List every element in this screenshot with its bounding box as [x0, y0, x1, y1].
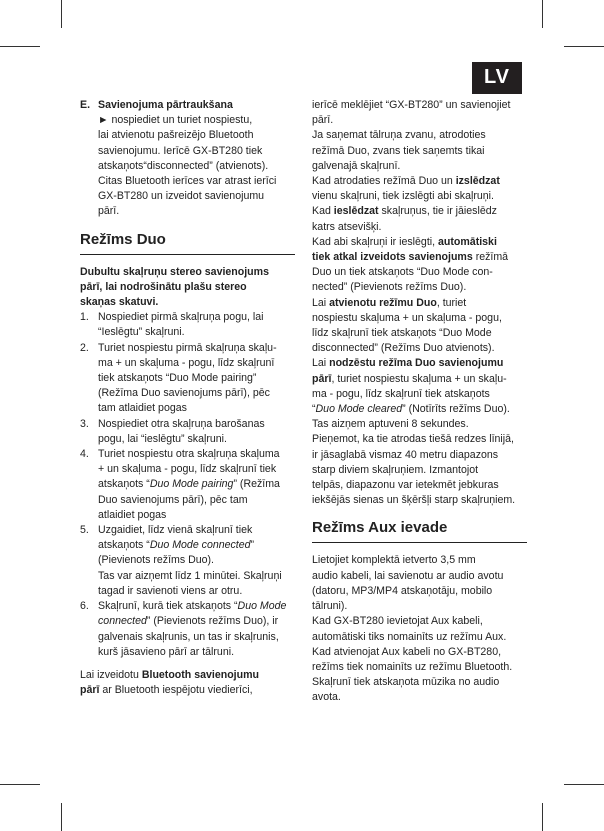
section-e-line: lai atvienotu pašreizējo Bluetooth	[98, 129, 254, 142]
crop-mark-bl-v	[61, 803, 62, 831]
duo-intro	[80, 265, 295, 311]
left-column	[80, 98, 295, 698]
section-e-line: Citas Bluetooth ierīces var atrast ierīci	[98, 175, 277, 188]
section-e-title: Savienojuma pārtraukšana	[98, 99, 233, 111]
crop-mark-bl-h	[0, 784, 40, 785]
list-item: 5. Uzgaidiet, līdz vienā skaļrunī tiek atskaņots “Duo Mode connected” (Pievienots režīms Duo). Tas var aizņemt līdz 1 minūtei. Skaļruņi tagad ir savienoti viens ar otru.	[80, 524, 282, 597]
crop-mark-tl-h	[0, 46, 40, 47]
bluetooth-paragraph: Lai izveidotu Bluetooth savienojumu pārī ar Bluetooth iespējotu viedierīci,	[80, 668, 259, 697]
section-e-line: GX-BT280 un izveidot savienojumu	[98, 190, 265, 203]
list-item: 4. Turiet nospiestu otra skaļruņa skaļuma + un skaļuma - pogu, līdz skaļrunī tiek atskaņots “Duo Mode pairing” (Režīma Duo savienojums pārī), pēc tam atlaidiet pogas	[80, 448, 280, 521]
section-e-line: savienojumu. Ierīcē GX-BT280 tiek	[98, 144, 263, 157]
right-column	[312, 98, 527, 706]
crop-mark-tr-h	[564, 46, 604, 47]
crop-mark-br-h	[564, 784, 604, 785]
section-e-body	[80, 113, 295, 219]
duo-intro-line: pārī, lai nodrošinātu plašu stereo	[80, 280, 247, 293]
crop-mark-tr-v	[542, 0, 543, 28]
section-e-line: atskaņots“disconnected” (atvienots).	[98, 159, 269, 172]
duo-steps	[80, 310, 295, 660]
arrow-icon: ►	[98, 114, 109, 127]
aux-heading: Režīms Aux ievade	[312, 518, 527, 543]
continuation-paragraph: ierīcē meklējiet “GX-BT280” un savienojiet pārī. Ja saņemat tālruņa zvanu, atrodoties režīmā Duo, zvans tiek saņemts tikai galvenajā skaļrunī. Kad atrodaties režīmā Duo un izslēdzat vienu skaļruni, tiek izslēgti abi skaļruņi. Kad ieslēdzat skaļruņus, tie ir jāieslēdz katrs atsevišķi. Kad abi skaļruņi ir ieslēgti, automātiski tiek atkal izveidots savienojums režīmā Duo un tiek atskaņots “Duo Mode con- nected” (Pievienots režīms Duo). Lai atvienotu režīmu Duo, turiet nospiestu skaļuma + un skaļuma - pogu, līdz skaļrunī tiek atskaņots “Duo Mode disconnected” (Režīms Duo atvienots). Lai nodzēstu režīma Duo savienojumu pārī, turiet nospiestu skaļuma + un skaļu- ma - pogu, līdz skaļrunī tiek atskaņots “Duo Mode cleared” (Notīrīts režīms Duo). Tas aizņem aptuveni 8 sekundes. Pieņemot, ka tie atrodas tiešā redzes līnijā, ir jāsaglabā vismaz 40 metru diapazons starp diviem skaļruņiem. Izmantojot telpās, diapazonu var ietekmēt jebkuras iekšējās sienas un šķēršļi starp skaļruņiem.	[312, 99, 516, 507]
section-e-line: pārī.	[98, 205, 120, 218]
list-item: 6. Skaļrunī, kurā tiek atskaņots “Duo Mode connected” (Pievienots režīms Duo), ir galvenais skaļrunis, un tas ir skaļrunis, kurš jāsavieno pārī ar tālruni.	[80, 600, 287, 658]
section-e-letter: E.	[80, 99, 91, 111]
section-e-line: ► nospiediet un turiet nospiestu,	[98, 114, 253, 127]
duo-intro-line: skaņas skatuvi.	[80, 296, 159, 309]
duo-intro-line: Dubultu skaļruņu stereo savienojums	[80, 265, 269, 278]
list-item: 2. Turiet nospiestu pirmā skaļruņa skaļu- ma + un skaļuma - pogu, līdz skaļrunī tiek atskaņots “Duo Mode pairing” (Režīma Duo savienojums pārī), pēc tam atlaidiet pogas	[80, 341, 277, 415]
language-badge: LV	[472, 62, 522, 94]
list-item: 3. Nospiediet otra skaļruņa barošanas pogu, lai “ieslēgtu” skaļruni.	[80, 417, 265, 445]
list-item: 1. Nospiediet pirmā skaļruņa pogu, lai “Ieslēgtu” skaļruni.	[80, 311, 264, 339]
crop-mark-br-v	[542, 803, 543, 831]
duo-heading: Režīms Duo	[80, 230, 295, 255]
aux-paragraph: Lietojiet komplektā ietverto 3,5 mm audio kabeli, lai savienotu ar audio avotu (datoru, MP3/MP4 atskaņotāju, mobilo tālruni). Kad GX-BT280 ievietojat Aux kabeli, automātiski tiks nomainīts uz režīmu Aux. Kad atvienojat Aux kabeli no GX-BT280, režīms tiek nomainīts uz režīmu Bluetooth. Skaļrunī tiek atskaņota mūzika no audio avota.	[312, 554, 513, 704]
crop-mark-tl-v	[61, 0, 62, 28]
section-e-heading	[80, 98, 295, 113]
